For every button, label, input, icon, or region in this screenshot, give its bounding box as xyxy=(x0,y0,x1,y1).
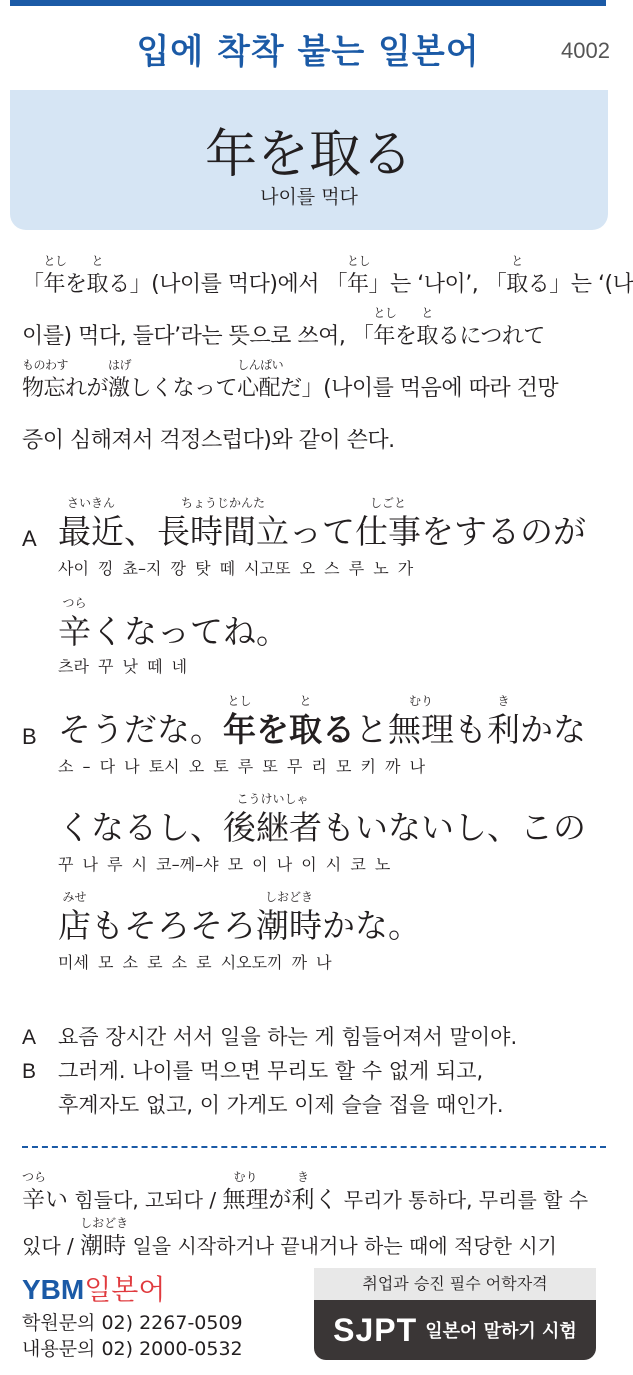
dialogue-b-pronunciation-1: 소 – 다 나 토시 오 토 루 또 무 리 모 키 까 나 xyxy=(58,757,426,776)
translation-b-1: B 그러게. 나이를 먹으면 무리도 할 수 없게 되고, xyxy=(22,1059,484,1083)
translation-b-2: 후계자도 없고, 이 가게도 이제 슬슬 접을 때인가. xyxy=(58,1093,504,1117)
series-title: 입에 착착 붙는 일본어 xyxy=(136,32,480,72)
sjpt-logo: SJPT xyxy=(333,1311,418,1348)
dialogue-a-line-1: さいきん 最近、 ちょうじかんた 長時間立って しごと 仕事をするのが xyxy=(58,496,586,551)
vocab-line-2: 있다 / しおどき 潮時 일을 시작하거나 끝내거나 하는 때에 적당한 시기 xyxy=(22,1216,557,1259)
translation-a: A 요즘 장시간 서서 일을 하는 게 힘들어져서 말이야. xyxy=(22,1025,518,1049)
top-accent-bar xyxy=(10,0,606,6)
dialogue-b-pronunciation-2: 꾸 나 루 시 코–께–샤 모 이 나 이 시 코 노 xyxy=(58,855,391,874)
speaker-b-label: B xyxy=(22,724,37,749)
dialogue-b-line-1: そうだな。 とし 年を と 取ると むり 無理も き 利かな xyxy=(58,694,586,749)
contact-academy: 학원문의 02) 2267-0509 xyxy=(22,1312,243,1334)
speaker-a-label: A xyxy=(22,526,37,551)
explanation-line-2: 이를) 먹다, 들다’라는 뜻으로 쓰여, 「 とし 年を と 取るにつれて xyxy=(22,306,545,349)
sjpt-tagline: 취업과 승진 필수 어학자격 xyxy=(314,1268,596,1300)
title-box xyxy=(10,90,608,230)
dialogue-b-pronunciation-3: 미세 모 소 로 소 로 시오도끼 까 나 xyxy=(58,953,332,972)
dialogue-b-line-2: くなるし、 こうけいしゃ 後継者もいないし、この xyxy=(58,792,586,847)
dialogue-a-line-2: つら 辛くなってね。 xyxy=(58,596,289,651)
dialogue-a-pronunciation-1: 사이 낑 쵸–지 깡 탓 떼 시고또 오 스 루 노 가 xyxy=(58,559,414,578)
vocab-line-1: つら 辛い 힘들다, 고되다 / むり 無理が き 利く 무리가 통하다, 무리를 할 수 xyxy=(22,1170,589,1213)
entry-number: 4002 xyxy=(561,38,610,63)
dialogue-b-line-3: みせ 店もそろそろ しおどき 潮時かな。 xyxy=(58,890,421,945)
section-divider xyxy=(22,1146,606,1148)
expression-meaning: 나이를 먹다 xyxy=(260,186,358,208)
dialogue-a-pronunciation-2: 츠라 꾸 낫 떼 네 xyxy=(58,657,188,676)
explanation-line-1: 「 とし 年を と 取る」(나이를 먹다)에서 「 とし 年」는 ‘나이’, 「 と 取る」는 ‘(나 xyxy=(22,254,633,297)
contact-content: 내용문의 02) 2000-0532 xyxy=(22,1338,243,1360)
explanation-line-3: ものわす 物忘れが はげ 激しくなって しんぱい 心配だ」(나이를 먹음에 따라 건망 xyxy=(22,358,559,401)
expression-title: 年を取る xyxy=(204,125,413,185)
explanation-line-4: 증이 심해져서 걱정스럽다)와 같이 쓴다. xyxy=(22,428,395,453)
ybm-logo: YBM일본어 xyxy=(22,1273,166,1306)
sjpt-description: 일본어 말하기 시험 xyxy=(425,1321,577,1342)
sjpt-banner xyxy=(314,1268,596,1360)
